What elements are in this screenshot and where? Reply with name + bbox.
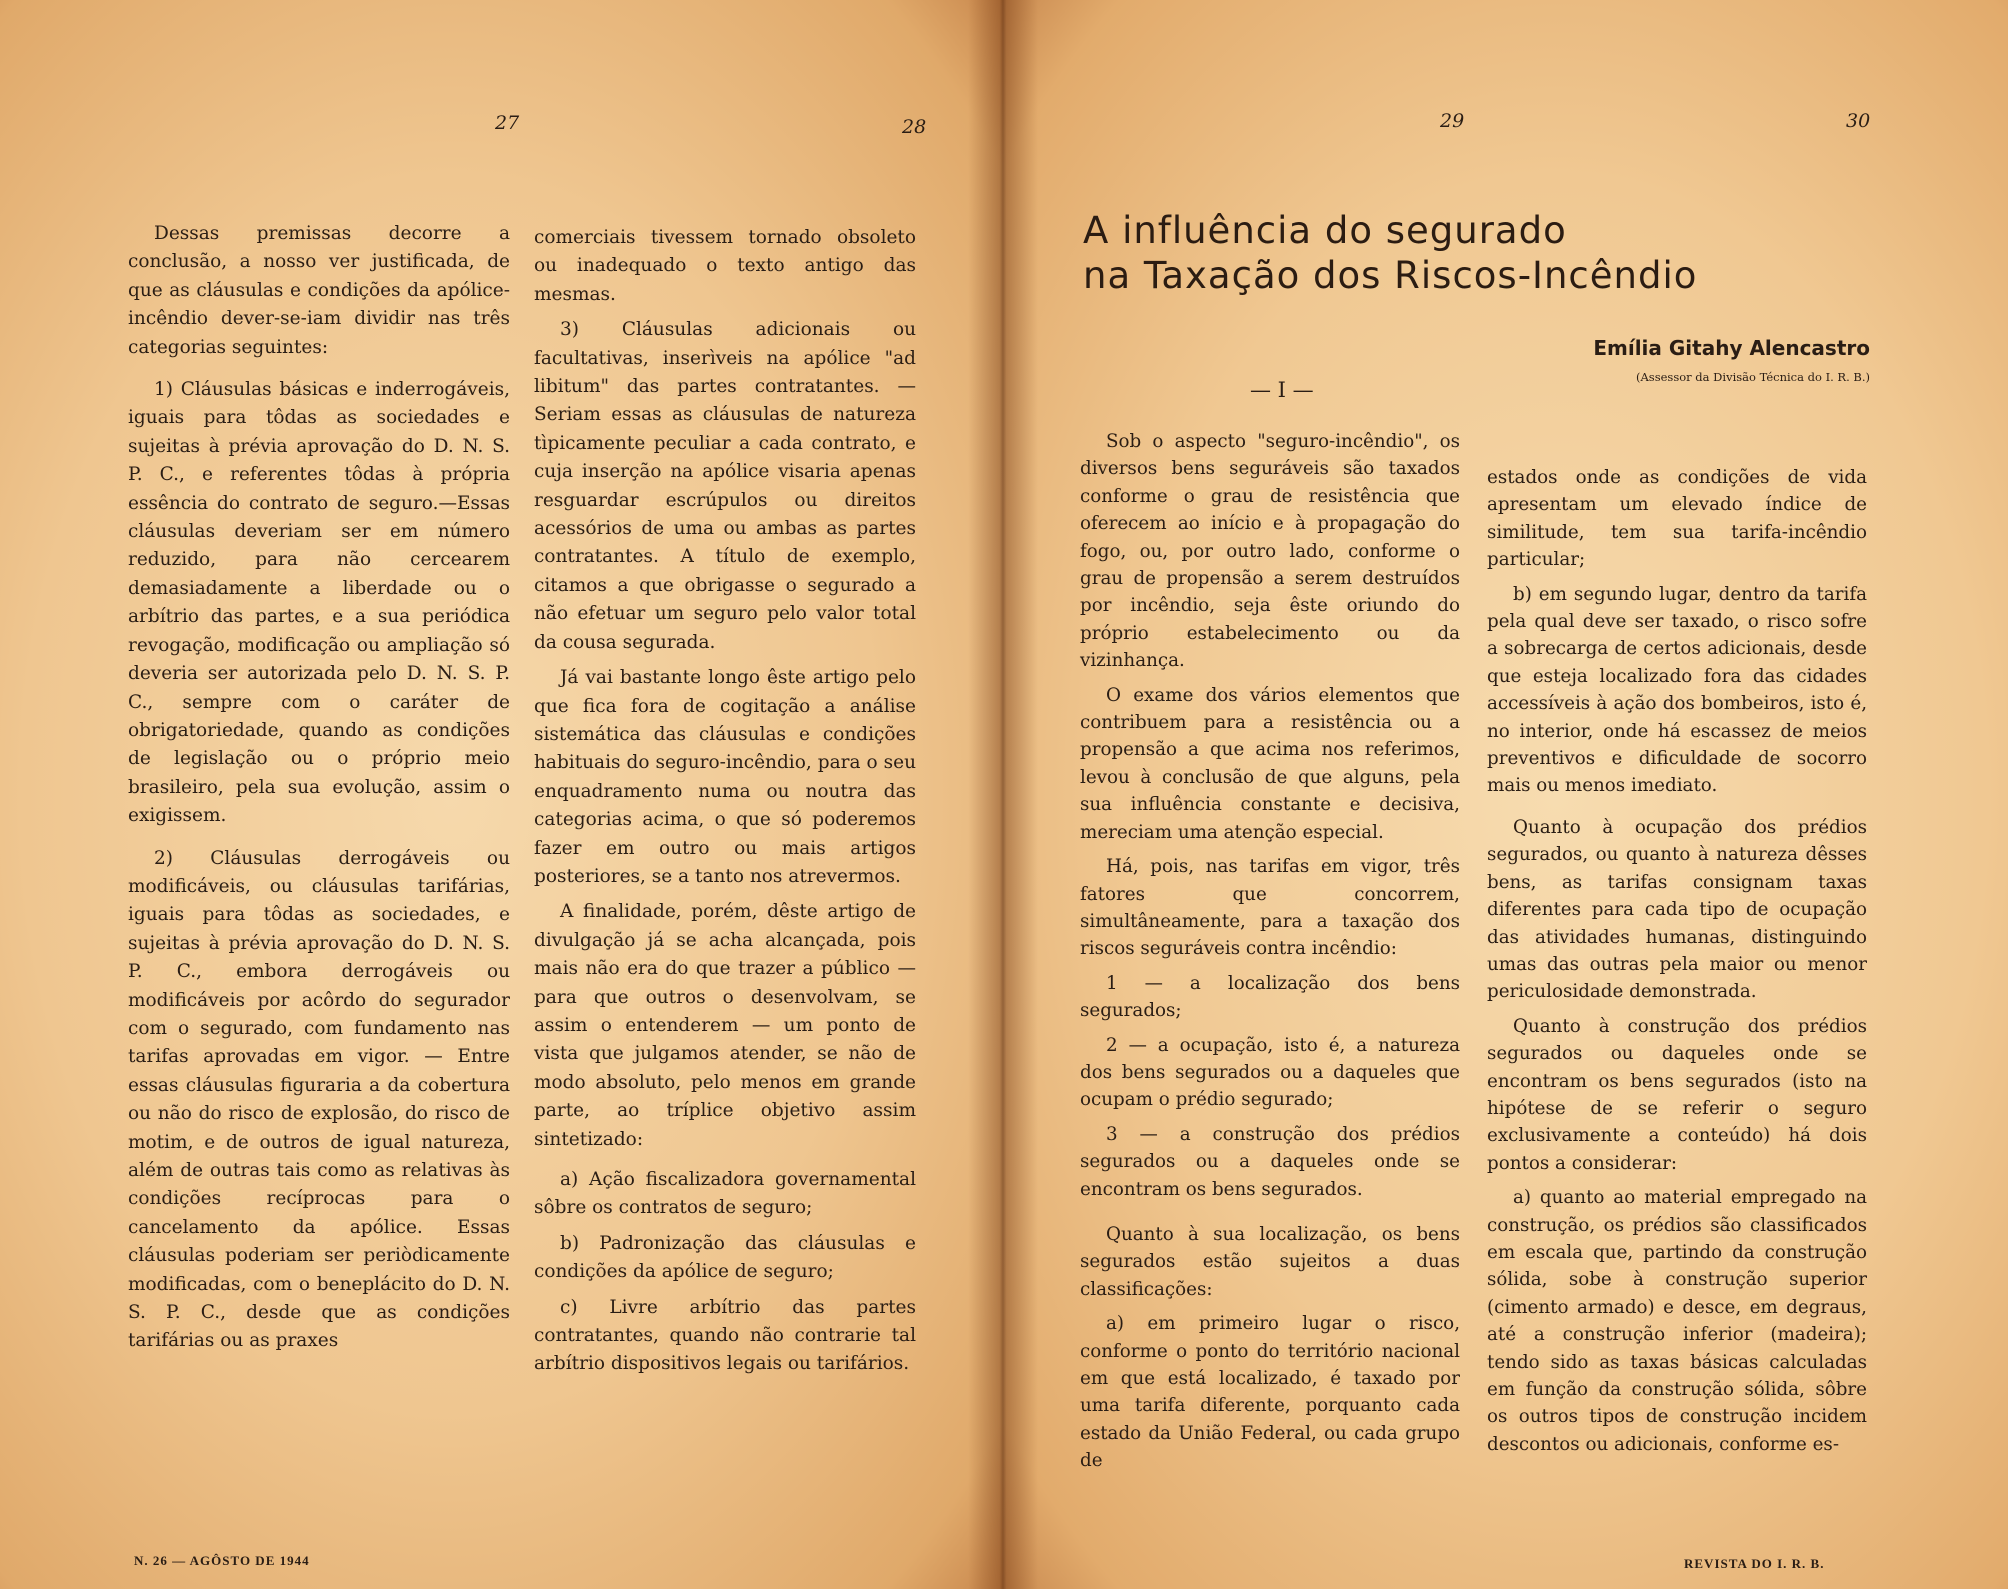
paragraph: Já vai bastante longo êste artigo pelo que fica fora de cogitação a análise sistemática das cláusulas e condições habituais do seguro-incêndio, para o seu enquadramento numa ou noutra das categorias acima, o que só poderemos fazer em outro ou mais artigos posteriores, se a tanto nos atrevermos. <box>534 667 916 887</box>
left-leaf <box>0 0 1003 1589</box>
paragraph: Quanto à construção dos prédios segurados ou daqueles onde se encontram os bens segurados (isto na hipótese de se referir o seguro exclusivamente a conteúdo) há dois pontos a considerar: <box>1487 1015 1867 1174</box>
page-number-30: 30 <box>1846 110 1871 132</box>
author-name: Emília Gitahy Alencastro <box>1593 336 1870 360</box>
list-item: a) Ação fiscalizadora governamental sôbre os contratos de seguro; <box>534 1169 916 1219</box>
column-page-28 <box>534 224 916 1386</box>
paragraph: a) quanto ao material empregado na construção, os prédios são classificados em escala que, partindo da construção sólida, sobe à construção superior (cimento armado) e desce, em degraus, até a construção inferior (madeira); tendo sido as taxas básicas calculadas em função da construção sólida, sôbre os outros tipos de construção incidem descontos ou adicionais, conforme es- <box>1487 1187 1867 1455</box>
author-affiliation: (Assessor da Divisão Técnica do I. R. B.) <box>1636 370 1870 384</box>
paragraph: Sob o aspecto "seguro-incêndio", os diversos bens seguráveis são taxados conforme o grau de resistência que oferecem ao início e à propagação do fogo, ou, por outro lado, conforme o grau de propensão a serem destruídos por incêndio, seja êste oriundo do próprio estabelecimento ou da vizinhança. <box>1080 431 1460 672</box>
list-item: c) Livre arbítrio das partes contratantes, quando não contrarie tal arbítrio dispositivos legais ou tarifários. <box>534 1296 916 1375</box>
paragraph: 2) Cláusulas derrogáveis ou modificáveis, ou cláusulas tarifárias, iguais para tôdas as sociedades, e sujeitas à prévia aprovação do D. N. S. P. C., embora derrogáveis ou modificáveis por acôrdo do segurador com o segurado, com fundamento nas tarifas aprovadas em vigor. — Entre essas cláusulas figuraria a da cobertura ou não do risco de explosão, do risco de motim, e de outros de igual natureza, além de outras tais como as relativas às condições recíprocas para o cancelamento da apólice. Essas cláusulas poderiam ser periòdicamente modificadas, com o beneplácito do D. N. S. P. C., desde que as condições tarifárias ou as praxes <box>128 847 510 1352</box>
list-item: 3 — a construção dos prédios segurados ou a daqueles onde se encontram os bens segurados. <box>1080 1123 1460 1200</box>
article-title <box>1083 208 1783 298</box>
title-line-1: A influência do segurado <box>1083 209 1567 252</box>
paragraph: Quanto à sua localização, os bens segurados estão sujeitos a duas classificações: <box>1080 1223 1460 1300</box>
page-number-29: 29 <box>1440 110 1465 132</box>
page-number-28: 28 <box>902 116 927 138</box>
column-page-29 <box>1080 428 1460 1482</box>
list-item: 2 — a ocupação, isto é, a natureza dos bens segurados ou a daqueles que ocupam o prédio segurado; <box>1080 1034 1460 1111</box>
footer-issue: N. 26 — AGÔSTO DE 1944 <box>134 1553 310 1568</box>
page-number-27: 27 <box>495 112 520 134</box>
column-page-27 <box>128 220 510 1363</box>
paragraph: comerciais tivessem tornado obsoleto ou inadequado o texto antigo das mesmas. <box>534 227 916 305</box>
paragraph: estados onde as condições de vida apresentam um elevado índice de similitude, tem sua tarifa-incêndio particular; <box>1487 467 1867 571</box>
title-line-2: na Taxação dos Riscos-Incêndio <box>1083 254 1698 297</box>
section-heading: — I — <box>1250 378 1314 402</box>
paragraph: 3) Cláusulas adicionais ou facultativas, inserìveis na apólice "ad libitum" das partes contratantes. — Seriam essas as cláusulas de natureza tìpicamente peculiar a cada contrato, e cuja inserção na apólice visaria apenas resguardar escrúpulos ou direitos acessórios de uma ou ambas as partes contratantes. A título de exemplo, citamos a que obrigasse o segurado a não efetuar um seguro pelo valor total da cousa segurada. <box>534 319 916 653</box>
paragraph: Quanto à ocupação dos prédios segurados, ou quanto à natureza dêsses bens, as tarifas consignam taxas diferentes para cada tipo de ocupação das atividades humanas, distinguindo umas das outras pela maior ou menor periculosidade demonstrada. <box>1487 816 1867 1003</box>
paragraph: a) em primeiro lugar o risco, conforme o ponto do território nacional em que está localizado, é taxado por uma tarifa diferente, porquanto cada estado da União Federal, ou cada grupo de <box>1080 1313 1460 1472</box>
column-page-30 <box>1487 464 1867 1465</box>
paragraph: O exame dos vários elementos que contribuem para a resistência ou a propensão a que acima nos referimos, levou à conclusão de que alguns, pela sua influência constante e decisiva, mereciam uma atenção especial. <box>1080 684 1460 843</box>
paragraph: 1) Cláusulas básicas e inderrogáveis, iguais para tôdas as sociedades e sujeitas à prévia aprovação do D. N. S. P. C., e referentes tôdas à própria essência do contrato de seguro.—Essas cláusulas deveriam ser em número reduzido, para não cercearem demasiadamente a liberdade ou o arbítrio das partes, e a sua periódica revogação, modificação ou ampliação só deveria ser autorizada pelo D. N. S. P. C., sempre com o caráter de obrigatoriedade, quando as condições de legislação ou o próprio meio brasileiro, pela sua evolução, assim o exigissem. <box>128 379 510 827</box>
paragraph: b) em segundo lugar, dentro da tarifa pela qual deve ser taxado, o risco sofre a sobrecarga de certos adicionais, desde que esteja localizado fora das cidades accessíveis à ação dos bombeiros, isto é, no interior, onde há escassez de meios preventivos e dificuldade de socorro mais ou menos imediato. <box>1487 583 1867 797</box>
list-item: b) Padronização das cláusulas e condições da apólice de seguro; <box>534 1232 916 1283</box>
paragraph: Dessas premissas decorre a conclusão, a nosso ver justificada, de que as cláusulas e condições da apólice-incêndio dever-se-iam dividir nas três categorias seguintes: <box>128 223 510 358</box>
book-gutter <box>968 0 1038 1589</box>
footer-journal: REVISTA DO I. R. B. <box>1684 1556 1825 1571</box>
list-item: 1 — a localização dos bens segurados; <box>1080 972 1460 1022</box>
paragraph: A finalidade, porém, dêste artigo de divulgação já se acha alcançada, pois mais não era do que trazer a público — para que outros o desenvolvam, se assim o entenderem — um ponto de vista que julgamos atender, se não de modo absoluto, pelo menos em grande parte, ao tríplice objetivo assim sintetizado: <box>534 901 916 1150</box>
paragraph: Há, pois, nas tarifas em vigor, três fatores que concorrem, simultâneamente, para a taxação dos riscos seguráveis contra incêndio: <box>1080 856 1460 960</box>
